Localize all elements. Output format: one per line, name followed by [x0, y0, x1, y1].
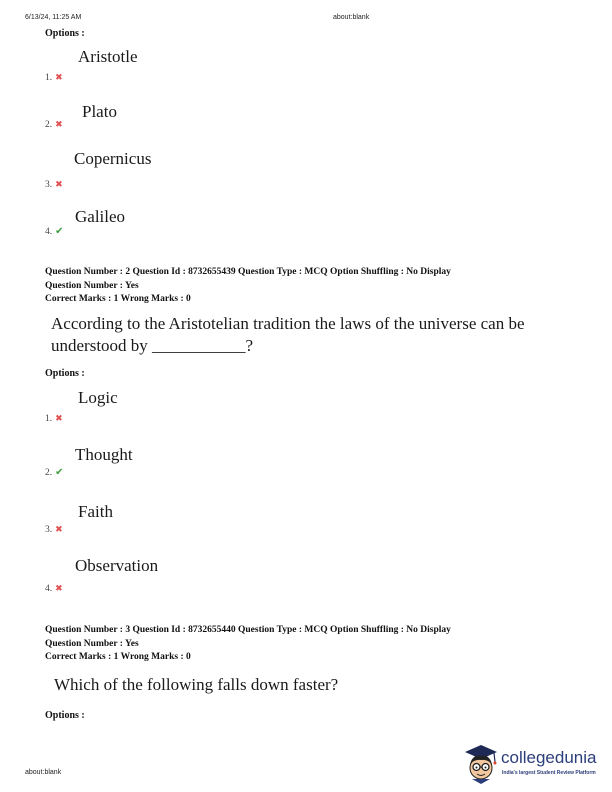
q2-question-text: [51, 313, 571, 357]
q3-options-label: Options :: [45, 710, 85, 721]
option-number: 1.: [45, 73, 53, 83]
q2-option-4-marker: [45, 578, 63, 596]
q2-question-line1: According to the Aristotelian tradition the laws of the universe can be: [51, 314, 525, 333]
q1-option-4-marker: [45, 221, 64, 239]
q2-options-label: Options :: [45, 368, 85, 379]
collegedunia-logo: [461, 740, 609, 788]
q2-meta-line2: Question Number : Yes: [45, 280, 139, 291]
logo-wordmark: collegedunia: [501, 748, 597, 767]
q3-meta-line1: Question Number : 3 Question Id : 8732655440 Question Type : MCQ Option Shuffling : No Display: [45, 625, 451, 635]
q2-option-2-text: Thought: [75, 445, 133, 464]
option-number: 2.: [45, 120, 53, 130]
q3-meta-line3: Correct Marks : 1 Wrong Marks : 0: [45, 652, 191, 662]
q2-option-2-marker: [45, 462, 64, 480]
student-mascot-icon: [461, 742, 501, 786]
wrong-mark-icon: ✖: [55, 525, 63, 535]
correct-mark-icon: ✔: [55, 467, 64, 478]
option-number: 4.: [45, 227, 53, 237]
q1-option-1-marker: [45, 67, 63, 85]
q3-meta: [45, 624, 605, 665]
q1-option-2-marker: [45, 114, 63, 132]
print-url: about:blank: [333, 14, 370, 21]
wrong-mark-icon: ✖: [55, 584, 63, 594]
option-number: 3.: [45, 180, 53, 190]
correct-mark-icon: ✔: [55, 226, 64, 237]
option-number: 1.: [45, 414, 53, 424]
wrong-mark-icon: ✖: [55, 120, 63, 130]
q2-option-3-marker: [45, 519, 63, 537]
option-number: 4.: [45, 584, 53, 594]
q2-question-line2: understood by ___________?: [51, 336, 254, 355]
option-number: 3.: [45, 525, 53, 535]
q3-meta-line2: Question Number : Yes: [45, 638, 139, 649]
q2-option-3-text: Faith: [78, 502, 113, 521]
q2-meta-line1: Question Number : 2 Question Id : 8732655439 Question Type : MCQ Option Shuffling : No Display: [45, 267, 451, 277]
q1-option-4-text: Galileo: [75, 207, 126, 226]
option-number: 2.: [45, 468, 53, 478]
q1-option-2-text: Plato: [82, 102, 117, 121]
q2-meta-line3: Correct Marks : 1 Wrong Marks : 0: [45, 294, 191, 304]
q1-options-label: Options :: [45, 28, 85, 39]
q2-meta: [45, 266, 605, 307]
wrong-mark-icon: ✖: [55, 73, 63, 83]
q2-option-1-marker: [45, 408, 63, 426]
footer-url: about:blank: [25, 769, 62, 776]
q1-option-3-marker: [45, 174, 63, 192]
q1-option-3-text: Copernicus: [74, 149, 152, 168]
print-datetime: 6/13/24, 11:25 AM: [25, 14, 82, 21]
q1-option-1-text: Aristotle: [78, 47, 138, 66]
wrong-mark-icon: ✖: [55, 180, 63, 190]
logo-tagline: India's largest Student Review Platform: [502, 770, 596, 776]
wrong-mark-icon: ✖: [55, 414, 63, 424]
q2-option-4-text: Observation: [75, 556, 159, 575]
q2-option-1-text: Logic: [78, 388, 118, 407]
q3-question-text: Which of the following falls down faster?: [54, 675, 339, 694]
